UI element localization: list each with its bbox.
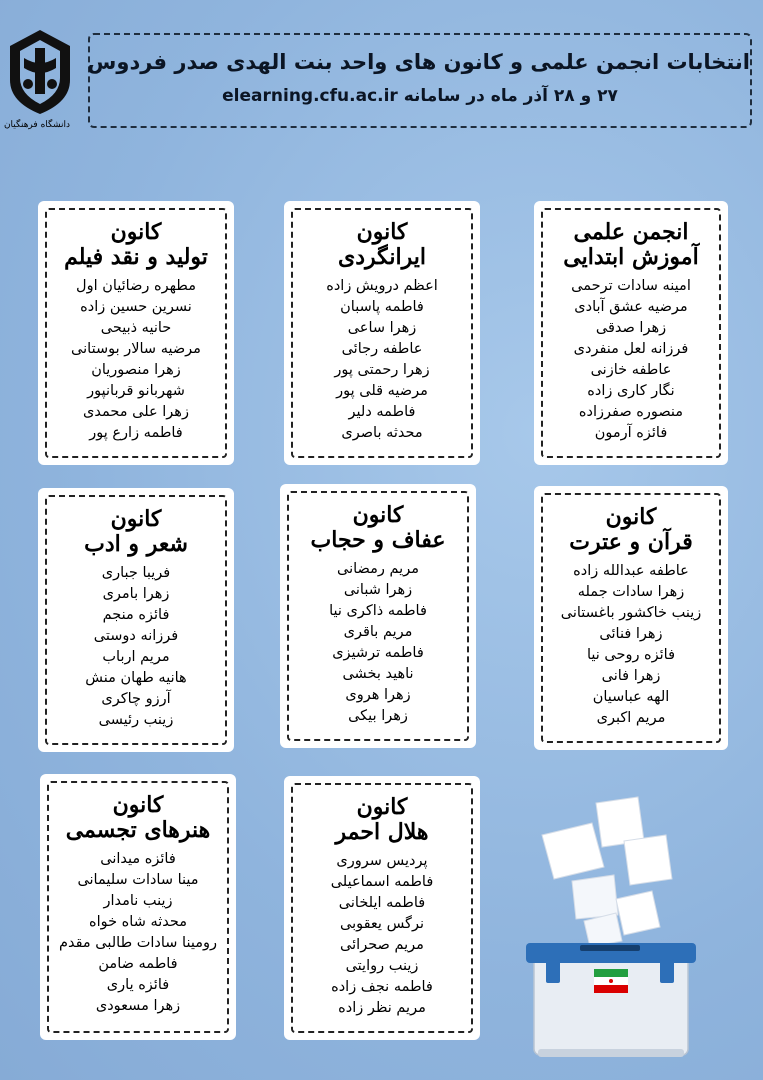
paper-sheet-icon — [542, 797, 672, 947]
list-item: مریم اکبری — [596, 710, 666, 726]
ballot-box-icon — [520, 795, 700, 1065]
list-item: عاطفه عبدالله زاده — [573, 563, 689, 579]
list-item: رومینا سادات طالبی مقدم — [59, 935, 217, 951]
list-item: مریم نظر زاده — [338, 1000, 426, 1016]
card-title: انجمن علمی — [573, 219, 689, 245]
card-poetry — [38, 488, 234, 752]
list-item: محدثه شاه خواه — [88, 914, 187, 930]
list-item: هانیه طهان منش — [85, 670, 187, 686]
list-item: فائزه میدانی — [100, 851, 176, 867]
list-item: زهرا هروی — [345, 687, 411, 703]
list-item: زهرا منصوریان — [91, 362, 181, 378]
card-title: کانون — [605, 504, 657, 530]
card-hijab — [280, 484, 476, 748]
list-item: مریم ارباب — [102, 649, 170, 665]
card-title: کانون — [352, 502, 404, 528]
list-item: زهرا شبانی — [343, 582, 413, 598]
list-item: فائزه منجم — [102, 607, 170, 623]
card-border — [45, 495, 227, 745]
card-subtitle: عفاف و حجاب — [310, 527, 446, 553]
list-item: فاطمه ایلخانی — [338, 895, 426, 911]
card-iran-tourism — [284, 201, 480, 465]
card-subtitle: آموزش ابتدایی — [563, 244, 699, 270]
list-item: الهه عباسیان — [592, 689, 670, 705]
card-title: کانون — [110, 219, 162, 245]
list-item: مطهره رضائیان اول — [76, 278, 196, 294]
card-quran — [534, 486, 728, 750]
list-item: فاطمه ضامن — [98, 956, 178, 972]
member-list — [293, 851, 471, 1019]
card-subtitle: قرآن و عترت — [569, 529, 693, 555]
list-item: مریم رمضانی — [337, 561, 419, 577]
card-visual-arts — [40, 774, 236, 1040]
card-film-production — [38, 201, 234, 465]
card-scientific-association — [534, 201, 728, 465]
list-item: محدثه باصری — [341, 425, 423, 441]
list-item: نسرین حسین زاده — [80, 299, 192, 315]
list-item: فاطمه زارع پور — [89, 425, 183, 441]
list-item: زینب رئیسی — [98, 712, 174, 728]
election-dates — [90, 86, 750, 106]
card-subtitle: ایرانگردی — [338, 244, 426, 270]
list-item: شهربانو قربانپور — [87, 383, 185, 399]
iran-flag-icon — [594, 969, 628, 993]
card-subtitle: شعر و ادب — [84, 531, 188, 557]
member-list — [47, 563, 225, 731]
card-border — [541, 208, 721, 458]
list-item: زهرا بامری — [102, 586, 170, 602]
list-item: مرضیه قلی پور — [336, 383, 428, 399]
list-item: زهرا رحمتی پور — [334, 362, 430, 378]
card-title: کانون — [356, 794, 408, 820]
card-border — [45, 208, 227, 458]
list-item: فاطمه ترشیزی — [332, 645, 424, 661]
university-emblem-icon — [6, 28, 74, 116]
list-item: منصوره صفرزاده — [578, 404, 684, 420]
list-item: زهرا سادات جمله — [577, 584, 685, 600]
card-title: کانون — [110, 506, 162, 532]
card-title: کانون — [112, 792, 164, 818]
card-subtitle: هنرهای تجسمی — [65, 817, 211, 843]
member-list — [543, 276, 719, 444]
card-border — [47, 781, 229, 1033]
list-item: زهرا بیکی — [348, 708, 408, 724]
card-red-crescent — [284, 776, 480, 1040]
list-item: زهرا فانی — [601, 668, 661, 684]
card-border — [287, 491, 469, 741]
list-item: زهرا مسعودی — [95, 998, 181, 1014]
list-item: فاطمه دلیر — [348, 404, 416, 420]
list-item: زهرا ساعی — [347, 320, 417, 336]
list-item: فرزانه دوستی — [93, 628, 179, 644]
election-dates-text: ۲۷ و ۲۸ آذر ماه در سامانه — [403, 86, 618, 106]
list-item: اعظم درویش زاده — [326, 278, 438, 294]
member-list — [49, 849, 227, 1017]
list-item: فائزه روحی نیا — [586, 647, 676, 663]
list-item: زهرا فنائی — [599, 626, 663, 642]
member-list — [289, 559, 467, 727]
university-logo — [3, 28, 74, 138]
list-item: پردیس سروری — [336, 853, 428, 869]
list-item: فاطمه اسماعیلی — [330, 874, 434, 890]
university-name: دانشگاه فرهنگیان — [3, 120, 71, 130]
list-item: فریبا جباری — [101, 565, 171, 581]
ballot-box-illustration — [520, 795, 700, 1065]
card-border — [541, 493, 721, 743]
card-border — [291, 783, 473, 1033]
list-item: فاطمه نجف زاده — [331, 979, 433, 995]
member-list — [293, 276, 471, 444]
list-item: زهرا علی محمدی — [83, 404, 189, 420]
list-item: مرضیه عشق آبادی — [574, 299, 688, 315]
list-item: فاطمه ذاکری نیا — [329, 603, 427, 619]
list-item: مینا سادات سلیمانی — [77, 872, 199, 888]
list-item: ناهید بخشی — [342, 666, 414, 682]
member-list — [47, 276, 225, 444]
list-item: امینه سادات ترحمی — [571, 278, 691, 294]
list-item: نگار کاری زاده — [587, 383, 675, 399]
list-item: زینب نامدار — [103, 893, 173, 909]
card-subtitle: هلال احمر — [335, 819, 429, 845]
list-item: زینب روایتی — [345, 958, 419, 974]
list-item: حانیه ذبیحی — [100, 320, 172, 336]
card-subtitle: تولید و نقد فیلم — [64, 244, 208, 270]
list-item: فاطمه پاسبان — [340, 299, 424, 315]
header-box — [88, 33, 752, 128]
page-title: انتخابات انجمن علمی و کانون های واحد بنت الهدی صدر فردوس — [87, 50, 750, 74]
list-item: آرزو چاکری — [101, 691, 171, 707]
list-item: فرزانه لعل منفردی — [573, 341, 689, 357]
card-border — [291, 208, 473, 458]
list-item: فائزه آرمون — [594, 425, 668, 441]
list-item: مریم باقری — [343, 624, 413, 640]
list-item: مرضیه سالار بوستانی — [71, 341, 201, 357]
list-item: عاطفه خازنی — [590, 362, 672, 378]
card-title: کانون — [356, 219, 408, 245]
list-item: عاطفه رجائی — [341, 341, 423, 357]
list-item: زهرا صدقی — [595, 320, 667, 336]
list-item: فائزه یاری — [106, 977, 170, 993]
list-item: نرگس یعقوبی — [339, 916, 424, 932]
election-website: elearning.cfu.ac.ir — [222, 86, 398, 106]
list-item: مریم صحرائی — [340, 937, 424, 953]
list-item: زینب خاکشور باغستانی — [560, 605, 702, 621]
member-list — [543, 561, 719, 729]
